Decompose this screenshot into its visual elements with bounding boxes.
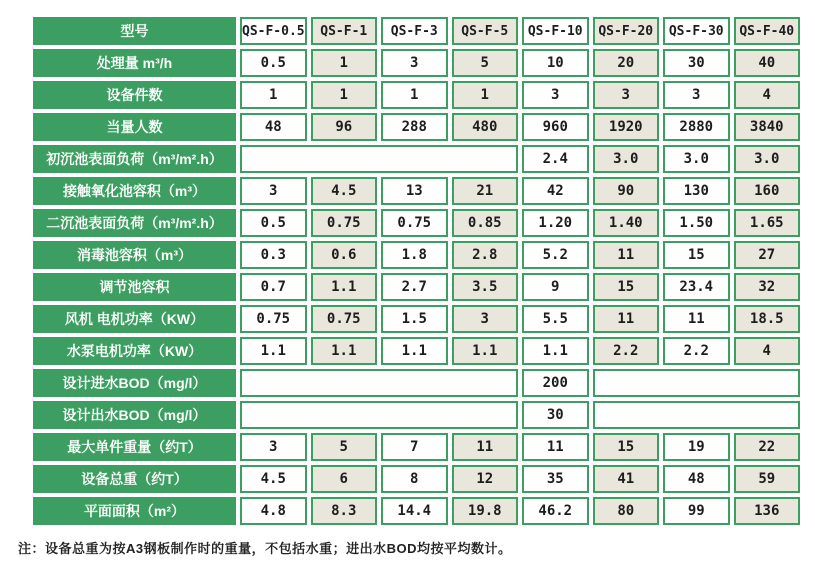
table-row — [33, 369, 800, 397]
table-row — [33, 209, 800, 237]
table-row — [33, 177, 800, 205]
data-cell: 13 — [381, 177, 448, 205]
merged-empty-cell — [593, 401, 801, 429]
data-cell: 27 — [734, 241, 801, 269]
column-header-cell: QS-F-0.5 — [240, 17, 307, 45]
data-cell: 23.4 — [663, 273, 730, 301]
table-row — [33, 337, 800, 365]
data-cell: 59 — [734, 465, 801, 493]
data-cell: 2.4 — [522, 145, 589, 173]
data-cell: 10 — [522, 49, 589, 77]
data-cell: 0.75 — [240, 305, 307, 333]
data-cell: 3840 — [734, 113, 801, 141]
data-cell: 1.1 — [311, 273, 378, 301]
data-cell: 480 — [452, 113, 519, 141]
spec-table-body — [33, 17, 800, 525]
data-cell: 46.2 — [522, 497, 589, 525]
data-cell: 11 — [593, 241, 660, 269]
data-cell: 11 — [663, 305, 730, 333]
data-cell: 1.50 — [663, 209, 730, 237]
data-cell: 4.5 — [311, 177, 378, 205]
data-cell: 3 — [452, 305, 519, 333]
data-cell: 3 — [593, 81, 660, 109]
data-cell: 8.3 — [311, 497, 378, 525]
row-label: 平面面积（m²） — [33, 497, 236, 525]
data-cell: 19 — [663, 433, 730, 461]
table-row — [33, 241, 800, 269]
data-cell: 18.5 — [734, 305, 801, 333]
data-cell: 5 — [452, 49, 519, 77]
data-cell: 2.8 — [452, 241, 519, 269]
data-cell: 0.5 — [240, 209, 307, 237]
merged-empty-cell — [593, 369, 801, 397]
data-cell: 3.0 — [593, 145, 660, 173]
row-label: 设计出水BOD（mg/l） — [33, 401, 236, 429]
column-header-cell: QS-F-5 — [452, 17, 519, 45]
data-cell: 1 — [381, 81, 448, 109]
data-cell: 48 — [663, 465, 730, 493]
data-cell: 960 — [522, 113, 589, 141]
data-cell: 99 — [663, 497, 730, 525]
data-cell: 7 — [381, 433, 448, 461]
data-cell: 96 — [311, 113, 378, 141]
data-cell: 3 — [381, 49, 448, 77]
data-cell: 90 — [593, 177, 660, 205]
data-cell: 12 — [452, 465, 519, 493]
data-cell: 4 — [734, 81, 801, 109]
data-cell: 41 — [593, 465, 660, 493]
data-cell: 0.75 — [381, 209, 448, 237]
row-label: 当量人数 — [33, 113, 236, 141]
data-cell: 4 — [734, 337, 801, 365]
data-cell: 1.65 — [734, 209, 801, 237]
data-cell: 1 — [240, 81, 307, 109]
data-cell: 1 — [311, 81, 378, 109]
data-cell: 42 — [522, 177, 589, 205]
data-cell: 3 — [663, 81, 730, 109]
data-cell: 2880 — [663, 113, 730, 141]
data-cell: 1.1 — [381, 337, 448, 365]
row-label: 二沉池表面负荷（m³/m².h） — [33, 209, 236, 237]
data-cell: 3.5 — [452, 273, 519, 301]
column-header-cell: QS-F-20 — [593, 17, 660, 45]
data-cell: 15 — [593, 273, 660, 301]
data-cell: 3.0 — [663, 145, 730, 173]
column-header-cell: QS-F-30 — [663, 17, 730, 45]
header-row — [33, 17, 800, 45]
data-cell: 0.75 — [311, 209, 378, 237]
row-label: 最大单件重量（约T） — [33, 433, 236, 461]
table-row — [33, 305, 800, 333]
table-row — [33, 465, 800, 493]
data-cell: 1920 — [593, 113, 660, 141]
data-cell: 1.5 — [381, 305, 448, 333]
data-cell: 1.20 — [522, 209, 589, 237]
table-row — [33, 497, 800, 525]
data-cell: 8 — [381, 465, 448, 493]
footnote-text: 注：设备总重为按A3钢板制作时的重量，不包括水重；进出水BOD均按平均数计。 — [18, 541, 512, 556]
data-cell: 80 — [593, 497, 660, 525]
data-cell: 35 — [522, 465, 589, 493]
data-cell: 20 — [593, 49, 660, 77]
row-label: 风机 电机功率（KW） — [33, 305, 236, 333]
table-row — [33, 273, 800, 301]
row-label: 初沉池表面负荷（m³/m².h） — [33, 145, 236, 173]
data-cell: 288 — [381, 113, 448, 141]
data-cell: 3 — [240, 177, 307, 205]
data-cell: 4.8 — [240, 497, 307, 525]
data-cell: 0.75 — [311, 305, 378, 333]
spec-table — [29, 13, 804, 529]
merged-empty-cell — [240, 401, 518, 429]
data-cell: 1 — [452, 81, 519, 109]
column-header-cell: QS-F-10 — [522, 17, 589, 45]
data-cell: 15 — [593, 433, 660, 461]
data-cell: 1.40 — [593, 209, 660, 237]
header-row-label: 型号 — [33, 17, 236, 45]
data-cell: 130 — [663, 177, 730, 205]
data-cell: 2.2 — [593, 337, 660, 365]
data-cell: 30 — [522, 401, 589, 429]
data-cell: 3.0 — [734, 145, 801, 173]
data-cell: 200 — [522, 369, 589, 397]
data-cell: 5.2 — [522, 241, 589, 269]
data-cell: 5.5 — [522, 305, 589, 333]
column-header-cell: QS-F-40 — [734, 17, 801, 45]
data-cell: 3 — [240, 433, 307, 461]
data-cell: 2.7 — [381, 273, 448, 301]
table-row — [33, 145, 800, 173]
page — [0, 13, 815, 573]
data-cell: 1.1 — [240, 337, 307, 365]
data-cell: 1.1 — [452, 337, 519, 365]
row-label: 水泵电机功率（KW） — [33, 337, 236, 365]
data-cell: 0.3 — [240, 241, 307, 269]
data-cell: 3 — [522, 81, 589, 109]
table-row — [33, 113, 800, 141]
data-cell: 9 — [522, 273, 589, 301]
data-cell: 21 — [452, 177, 519, 205]
data-cell: 30 — [663, 49, 730, 77]
table-row — [33, 401, 800, 429]
table-row — [33, 433, 800, 461]
row-label: 设备件数 — [33, 81, 236, 109]
data-cell: 14.4 — [381, 497, 448, 525]
data-cell: 0.85 — [452, 209, 519, 237]
row-label: 接触氧化池容积（m³） — [33, 177, 236, 205]
row-label: 消毒池容积（m³） — [33, 241, 236, 269]
data-cell: 1 — [311, 49, 378, 77]
data-cell: 40 — [734, 49, 801, 77]
data-cell: 48 — [240, 113, 307, 141]
data-cell: 11 — [452, 433, 519, 461]
data-cell: 0.5 — [240, 49, 307, 77]
data-cell: 1.1 — [522, 337, 589, 365]
data-cell: 160 — [734, 177, 801, 205]
column-header-cell: QS-F-1 — [311, 17, 378, 45]
row-label: 调节池容积 — [33, 273, 236, 301]
data-cell: 22 — [734, 433, 801, 461]
table-row — [33, 49, 800, 77]
merged-empty-cell — [240, 369, 518, 397]
data-cell: 6 — [311, 465, 378, 493]
data-cell: 11 — [522, 433, 589, 461]
data-cell: 5 — [311, 433, 378, 461]
data-cell: 136 — [734, 497, 801, 525]
data-cell: 4.5 — [240, 465, 307, 493]
row-label: 设计进水BOD（mg/l） — [33, 369, 236, 397]
column-header-cell: QS-F-3 — [381, 17, 448, 45]
row-label: 设备总重（约T） — [33, 465, 236, 493]
data-cell: 1.8 — [381, 241, 448, 269]
data-cell: 19.8 — [452, 497, 519, 525]
merged-empty-cell — [240, 145, 518, 173]
data-cell: 0.6 — [311, 241, 378, 269]
data-cell: 0.7 — [240, 273, 307, 301]
data-cell: 1.1 — [311, 337, 378, 365]
data-cell: 32 — [734, 273, 801, 301]
data-cell: 2.2 — [663, 337, 730, 365]
data-cell: 11 — [593, 305, 660, 333]
row-label: 处理量 m³/h — [33, 49, 236, 77]
table-row — [33, 81, 800, 109]
data-cell: 15 — [663, 241, 730, 269]
